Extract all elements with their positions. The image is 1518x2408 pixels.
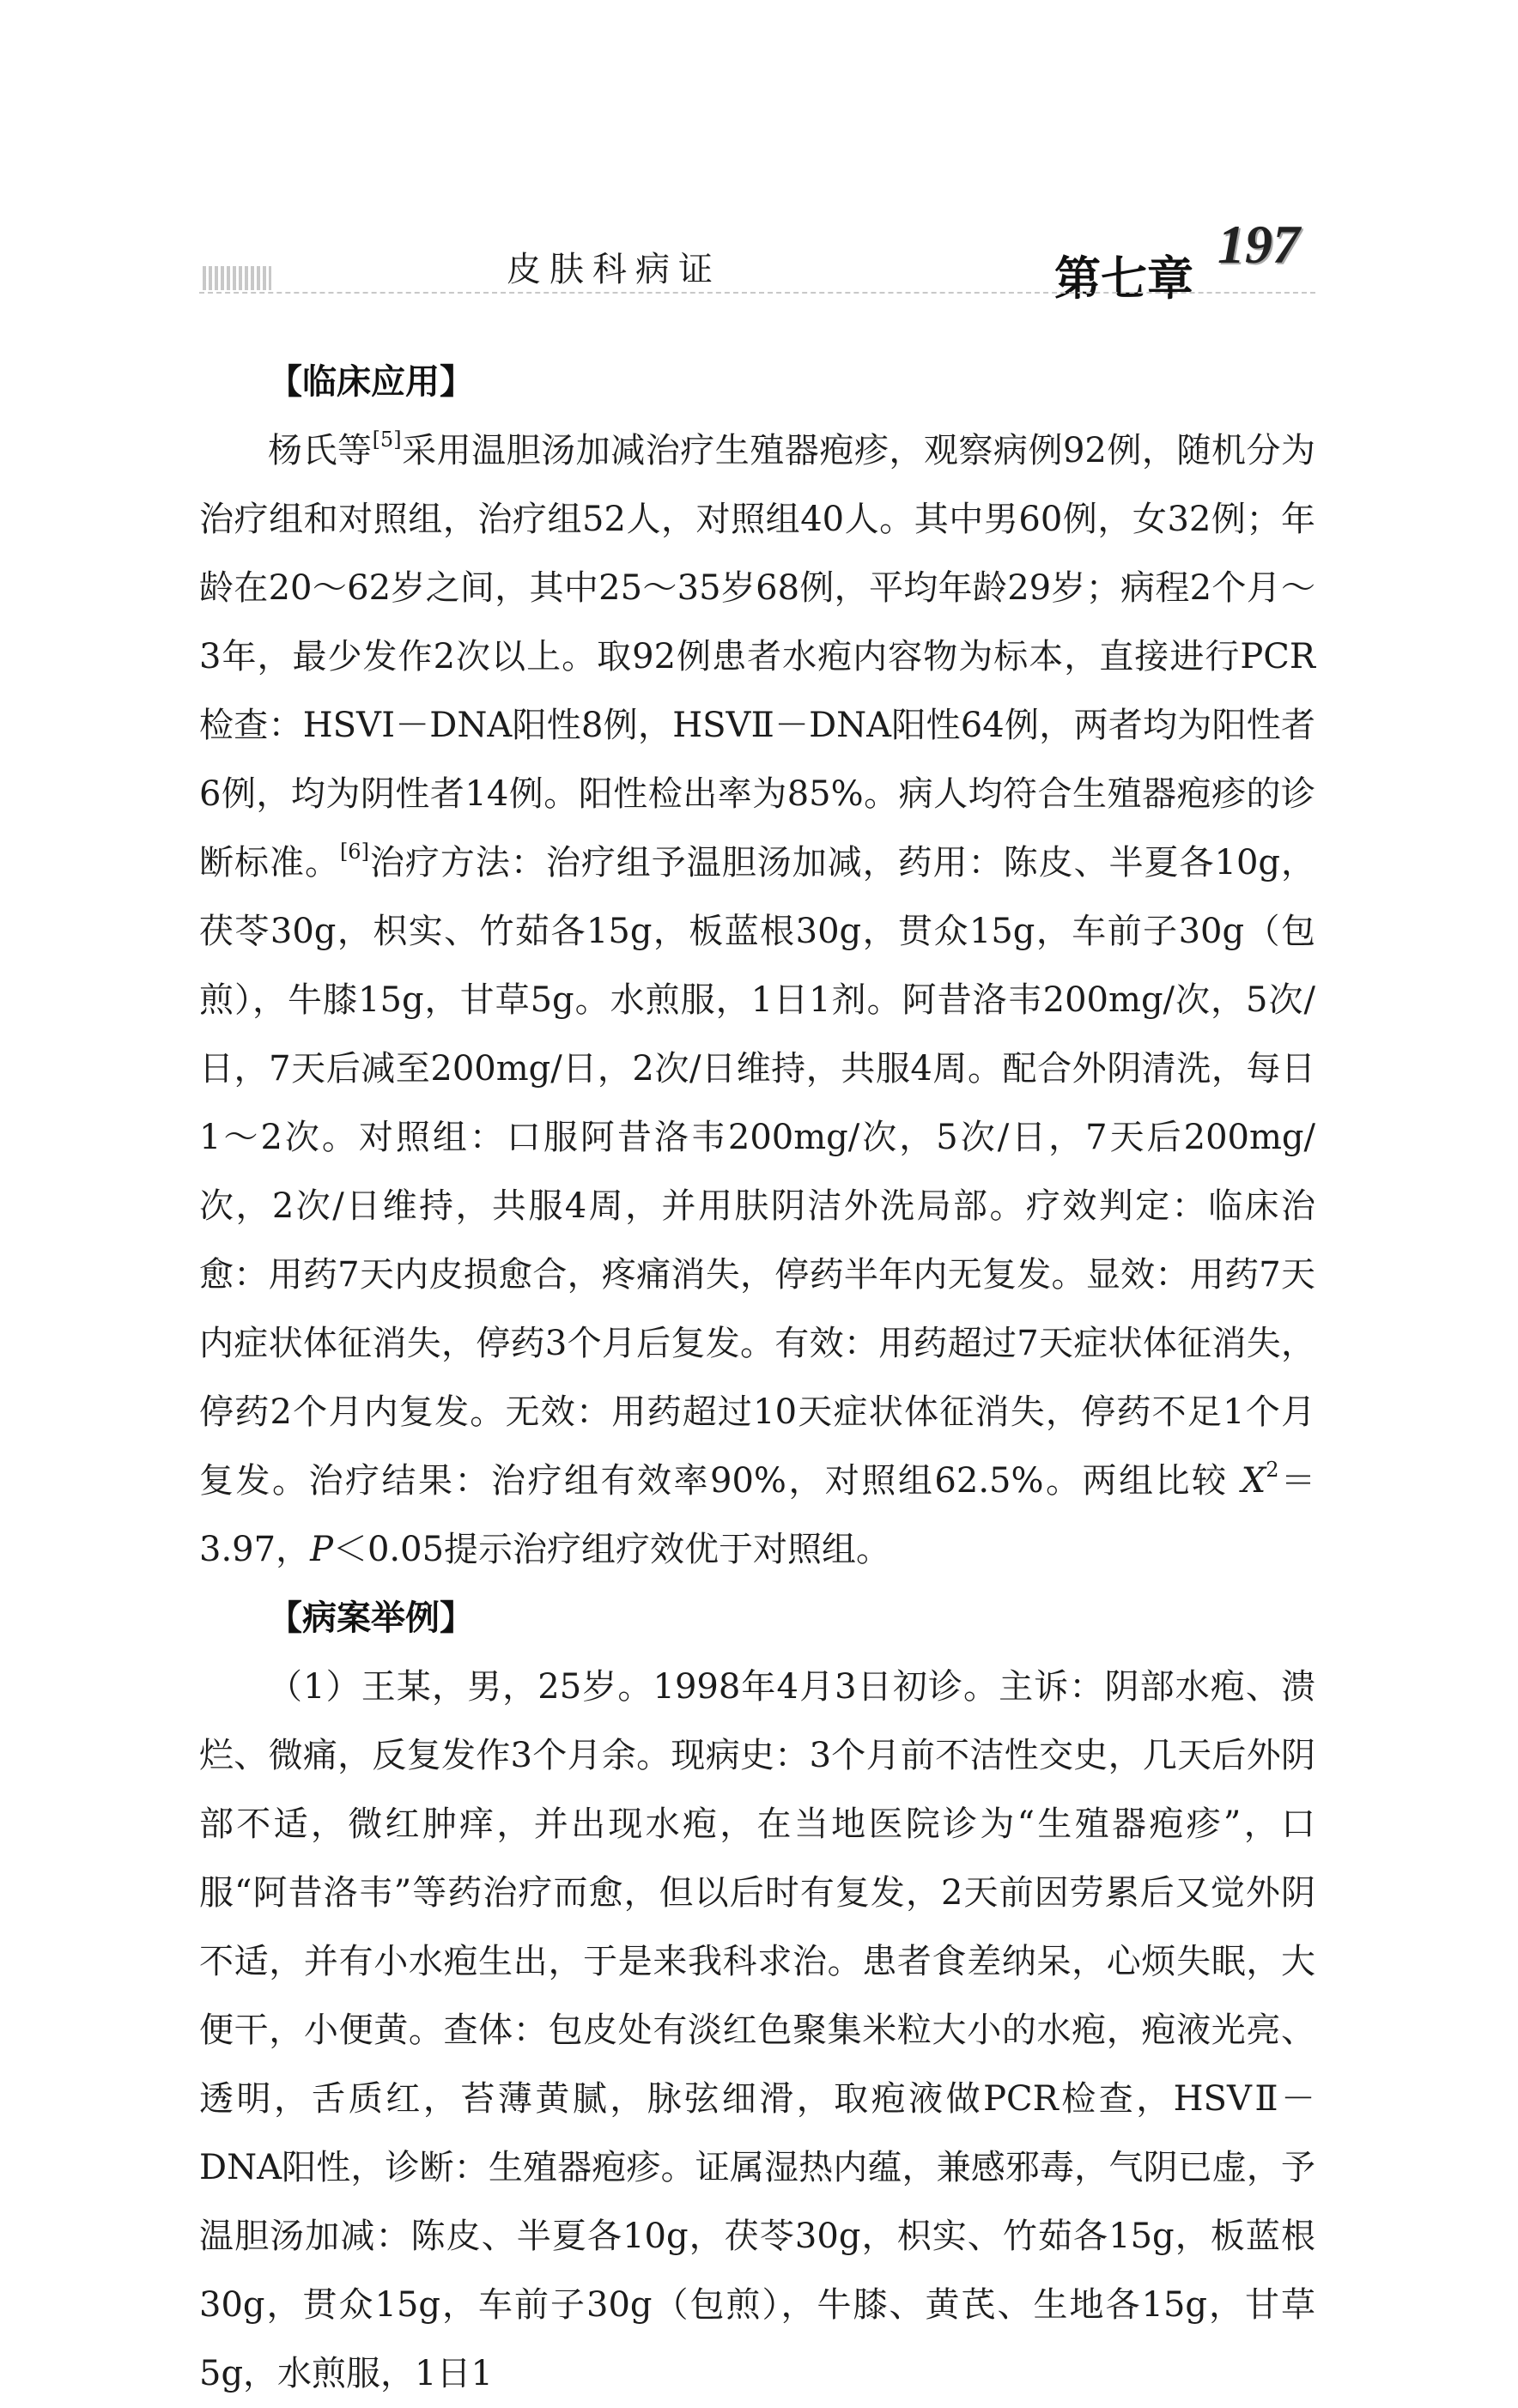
- header-ornament: [203, 266, 271, 290]
- clinical-application-paragraph: [199, 416, 1315, 1584]
- header-divider: [199, 292, 1315, 294]
- para-text: ＜0.05提示治疗组疗效优于对照组。: [332, 1530, 891, 1569]
- citation-ref: [5]: [372, 428, 402, 452]
- chi-square-symbol: X: [1241, 1461, 1266, 1501]
- page-body: [199, 348, 1315, 2408]
- para-text: 采用温胆汤加减治疗生殖器疱疹，观察病例92例，随机分为治疗组和对照组，治疗组52人，对照组40人。其中男60例，女32例；年龄在20～62岁之间，其中25～35岁68例，平均年龄29岁；病程2个月～3年，最少发作2次以上。取92例患者水疱内容物为标本，直接进行PCR检查：HSVⅠ－DNA阳性8例，HSVⅡ－DNA阳性64例，两者均为阳性者6例，均为阴性者14例。阳性检出率为85%。病人均符合生殖器疱疹的诊断标准。: [199, 431, 1315, 883]
- para-text: ＝3.97，: [199, 1461, 1316, 1569]
- case-example-paragraph: （1）王某，男，25岁。1998年4月3日初诊。主诉：阴部水疱、溃烂、微痛，反复发作3个月余。现病史：3个月前不洁性交史，几天后外阴部不适，微红肿痒，并出现水疱，在当地医院诊为“生殖器疱疹”，口服“阿昔洛韦”等药治疗而愈，但以后时有复发，2天前因劳累后又觉外阴不适，并有小水疱生出，于是来我科求治。患者食差纳呆，心烦失眠，大便干，小便黄。查体：包皮处有淡红色聚集米粒大小的水疱，疱液光亮、透明，舌质红，苔薄黄腻，脉弦细滑，取疱液做PCR检查，HSVⅡ－DNA阳性，诊断：生殖器疱疹。证属湿热内蕴，兼感邪毒，气阴已虚，予温胆汤加减：陈皮、半夏各10g，茯苓30g，枳实、竹茹各15g，板蓝根30g，贯众15g，车前子30g（包煎），牛膝、黄芪、生地各15g，甘草5g，水煎服，1日1: [199, 1667, 1315, 2393]
- citation-ref: [6]: [339, 840, 369, 864]
- running-title: 皮肤科病证: [507, 250, 721, 289]
- page-number: 197: [1217, 214, 1300, 275]
- para-text: 杨氏等: [268, 431, 373, 470]
- section-heading-case-examples: 【病案举例】: [268, 1598, 474, 1638]
- section-heading-clinical-application: 【临床应用】: [268, 362, 474, 402]
- para-text: 治疗方法：治疗组予温胆汤加减，药用：陈皮、半夏各10g，茯苓30g，枳实、竹茹各15g，板蓝根30g，贯众15g，车前子30g（包煎），牛膝15g，甘草5g。水煎服，1日1剂。阿昔洛韦200mg/次，5次/日，7天后减至200mg/日，2次/日维持，共服4周。配合外阴清洗，每日1～2次。对照组：口服阿昔洛韦200mg/次，5次/日，7天后200mg/次，2次/日维持，共服4周，并用肤阴洁外洗局部。疗效判定：临床治愈：用药7天内皮损愈合，疼痛消失，停药半年内无复发。显效：用药7天内症状体征消失，停药3个月后复发。有效：用药超过7天症状体征消失，停药2个月内复发。无效：用药超过10天症状体征消失，停药不足1个月复发。治疗结果：治疗组有效率90%，对照组62.5%。两组比较: [199, 843, 1315, 1501]
- page-header: [0, 0, 1518, 318]
- p-value-symbol: P: [310, 1530, 333, 1569]
- chapter-title: 第七章: [1054, 252, 1193, 306]
- chi-square-exponent: 2: [1266, 1458, 1279, 1482]
